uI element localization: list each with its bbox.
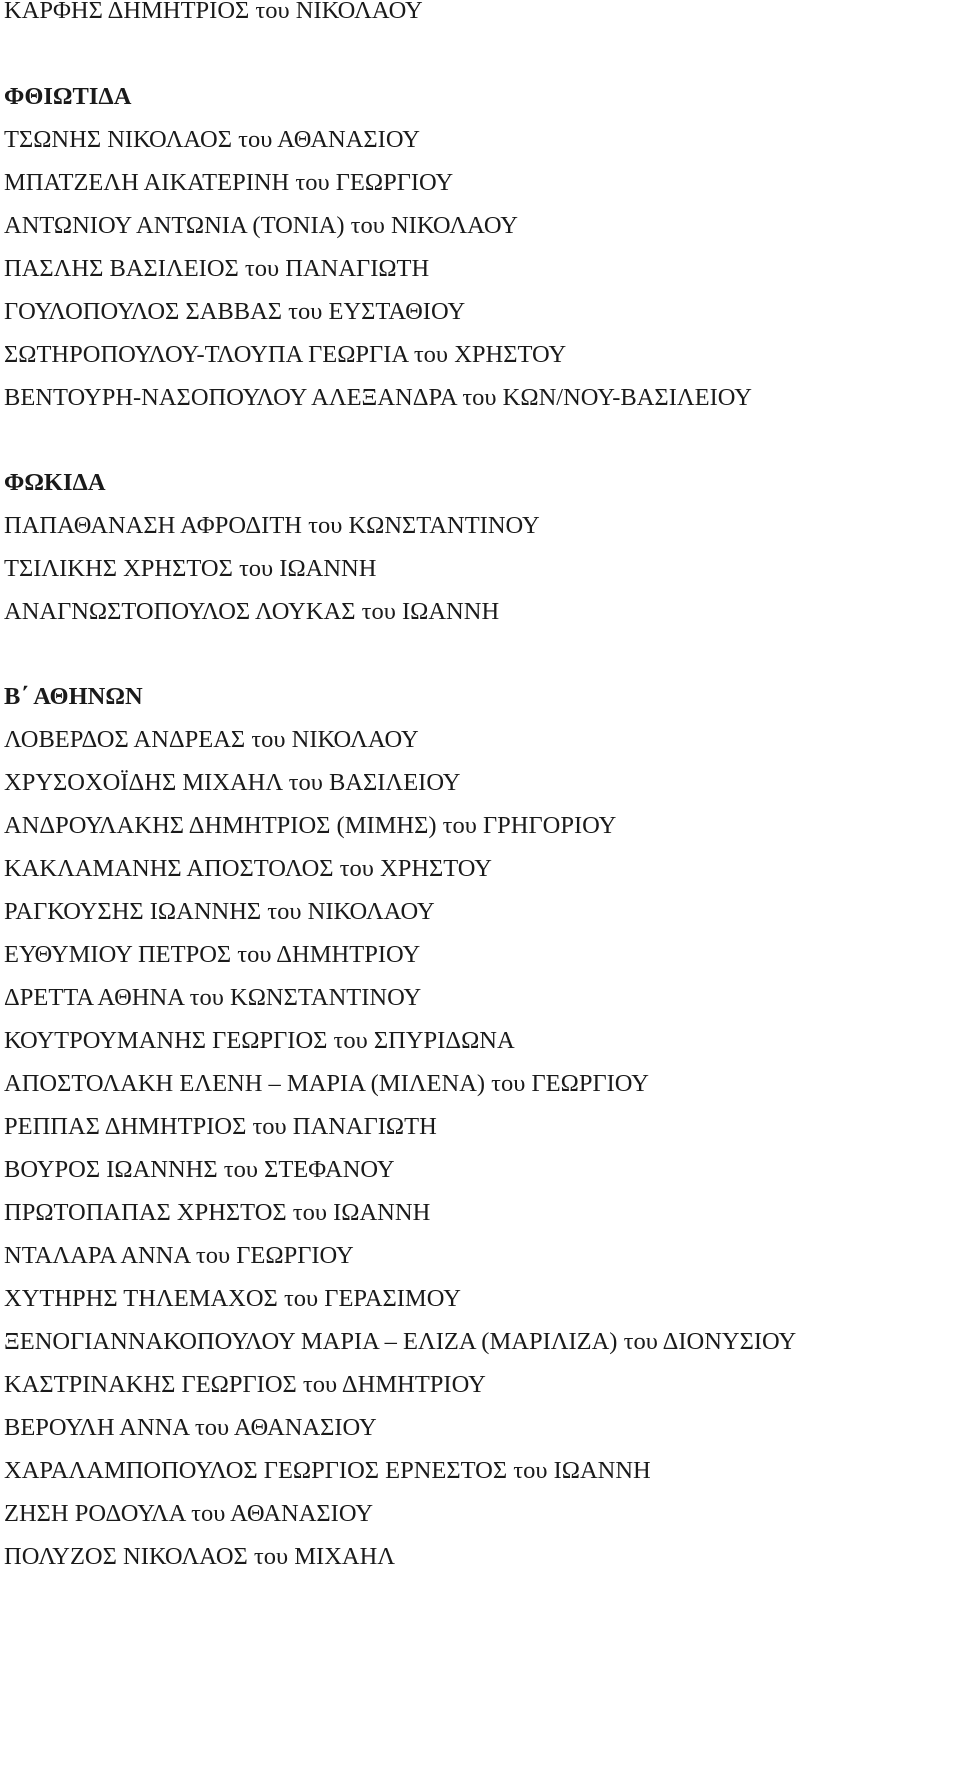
text-line-28: ΧΥΤΗΡΗΣ ΤΗΛΕΜΑΧΟΣ του ΓΕΡΑΣΙΜΟΥ xyxy=(4,1285,461,1312)
text-line-22: ΚΟΥΤΡΟΥΜΑΝΗΣ ΓΕΩΡΓΙΟΣ του ΣΠΥΡΙΔΩΝΑ xyxy=(4,1027,515,1054)
text-line-19: ΡΑΓΚΟΥΣΗΣ ΙΩΑΝΝΗΣ του ΝΙΚΟΛΑΟΥ xyxy=(4,898,435,925)
text-line-1: ΚΑΡΦΗΣ ΔΗΜΗΤΡΙΟΣ του ΝΙΚΟΛΑΟΥ xyxy=(4,0,423,24)
text-line-12: ΤΣΙΛΙΚΗΣ ΧΡΗΣΤΟΣ του ΙΩΑΝΝΗ xyxy=(4,555,377,582)
section-heading-b-athinon: Β΄ ΑΘΗΝΩΝ xyxy=(4,683,143,710)
text-line-24: ΡΕΠΠΑΣ ΔΗΜΗΤΡΙΟΣ του ΠΑΝΑΓΙΩΤΗ xyxy=(4,1113,437,1140)
text-line-5: ΑΝΤΩΝΙΟΥ ΑΝΤΩΝΙΑ (ΤΟΝΙΑ) του ΝΙΚΟΛΑΟΥ xyxy=(4,212,518,239)
text-line-23: ΑΠΟΣΤΟΛΑΚΗ ΕΛΕΝΗ – ΜΑΡΙΑ (ΜΙΛΕΝΑ) του ΓΕΩΡΓΙΟΥ xyxy=(4,1070,649,1097)
text-line-7: ΓΟΥΛΟΠΟΥΛΟΣ ΣΑΒΒΑΣ του ΕΥΣΤΑΘΙΟΥ xyxy=(4,298,466,325)
text-line-13: ΑΝΑΓΝΩΣΤΟΠΟΥΛΟΣ ΛΟΥΚΑΣ του ΙΩΑΝΝΗ xyxy=(4,598,500,625)
text-line-18: ΚΑΚΛΑΜΑΝΗΣ ΑΠΟΣΤΟΛΟΣ του ΧΡΗΣΤΟΥ xyxy=(4,855,492,882)
section-heading-fthiotida: ΦΘΙΩΤΙΔΑ xyxy=(4,83,132,110)
text-line-29: ΞΕΝΟΓΙΑΝΝΑΚΟΠΟΥΛΟΥ ΜΑΡΙΑ – ΕΛΙΖΑ (ΜΑΡΙΛΙΖΑ) του ΔΙΟΝΥΣΙΟΥ xyxy=(4,1328,797,1355)
text-line-8: ΣΩΤΗΡΟΠΟΥΛΟΥ-ΤΛΟΥΠΑ ΓΕΩΡΓΙΑ του ΧΡΗΣΤΟΥ xyxy=(4,341,567,368)
text-line-34: ΠΟΛΥΖΟΣ ΝΙΚΟΛΑΟΣ του ΜΙΧΑΗΛ xyxy=(4,1543,396,1570)
text-line-20: ΕΥΘΥΜΙΟΥ ΠΕΤΡΟΣ του ΔΗΜΗΤΡΙΟΥ xyxy=(4,941,421,968)
text-line-16: ΧΡΥΣΟΧΟΪΔΗΣ ΜΙΧΑΗΛ του ΒΑΣΙΛΕΙΟΥ xyxy=(4,769,461,796)
text-line-27: ΝΤΑΛΑΡΑ ΑΝΝΑ του ΓΕΩΡΓΙΟΥ xyxy=(4,1242,354,1269)
text-line-26: ΠΡΩΤΟΠΑΠΑΣ ΧΡΗΣΤΟΣ του ΙΩΑΝΝΗ xyxy=(4,1199,431,1226)
text-line-9: ΒΕΝΤΟΥΡΗ-ΝΑΣΟΠΟΥΛΟΥ ΑΛΕΞΑΝΔΡΑ του ΚΩΝ/ΝΟΥ-ΒΑΣΙΛΕΙΟΥ xyxy=(4,384,752,411)
text-line-11: ΠΑΠΑΘΑΝΑΣΗ ΑΦΡΟΔΙΤΗ του ΚΩΝΣΤΑΝΤΙΝΟΥ xyxy=(4,512,540,539)
text-line-30: ΚΑΣΤΡΙΝΑΚΗΣ ΓΕΩΡΓΙΟΣ του ΔΗΜΗΤΡΙΟΥ xyxy=(4,1371,486,1398)
text-line-3: ΤΣΩΝΗΣ ΝΙΚΟΛΑΟΣ του ΑΘΑΝΑΣΙΟΥ xyxy=(4,126,420,153)
text-line-33: ΖΗΣΗ ΡΟΔΟΥΛΑ του ΑΘΑΝΑΣΙΟΥ xyxy=(4,1500,374,1527)
text-line-15: ΛΟΒΕΡΔΟΣ ΑΝΔΡΕΑΣ του ΝΙΚΟΛΑΟΥ xyxy=(4,726,419,753)
text-line-25: ΒΟΥΡΟΣ ΙΩΑΝΝΗΣ του ΣΤΕΦΑΝΟΥ xyxy=(4,1156,395,1183)
text-line-6: ΠΑΣΛΗΣ ΒΑΣΙΛΕΙΟΣ του ΠΑΝΑΓΙΩΤΗ xyxy=(4,255,430,282)
text-line-21: ΔΡΕΤΤΑ ΑΘΗΝΑ του ΚΩΝΣΤΑΝΤΙΝΟΥ xyxy=(4,984,422,1011)
section-heading-fokida: ΦΩΚΙΔΑ xyxy=(4,469,106,496)
text-line-31: ΒΕΡΟΥΛΗ ΑΝΝΑ του ΑΘΑΝΑΣΙΟΥ xyxy=(4,1414,377,1441)
text-line-32: ΧΑΡΑΛΑΜΠΟΠΟΥΛΟΣ ΓΕΩΡΓΙΟΣ ΕΡΝΕΣΤΟΣ του ΙΩΑΝΝΗ xyxy=(4,1457,651,1484)
text-line-17: ΑΝΔΡΟΥΛΑΚΗΣ ΔΗΜΗΤΡΙΟΣ (ΜΙΜΗΣ) του ΓΡΗΓΟΡΙΟΥ xyxy=(4,812,617,839)
text-line-4: ΜΠΑΤΖΕΛΗ ΑΙΚΑΤΕΡΙΝΗ του ΓΕΩΡΓΙΟΥ xyxy=(4,169,454,196)
